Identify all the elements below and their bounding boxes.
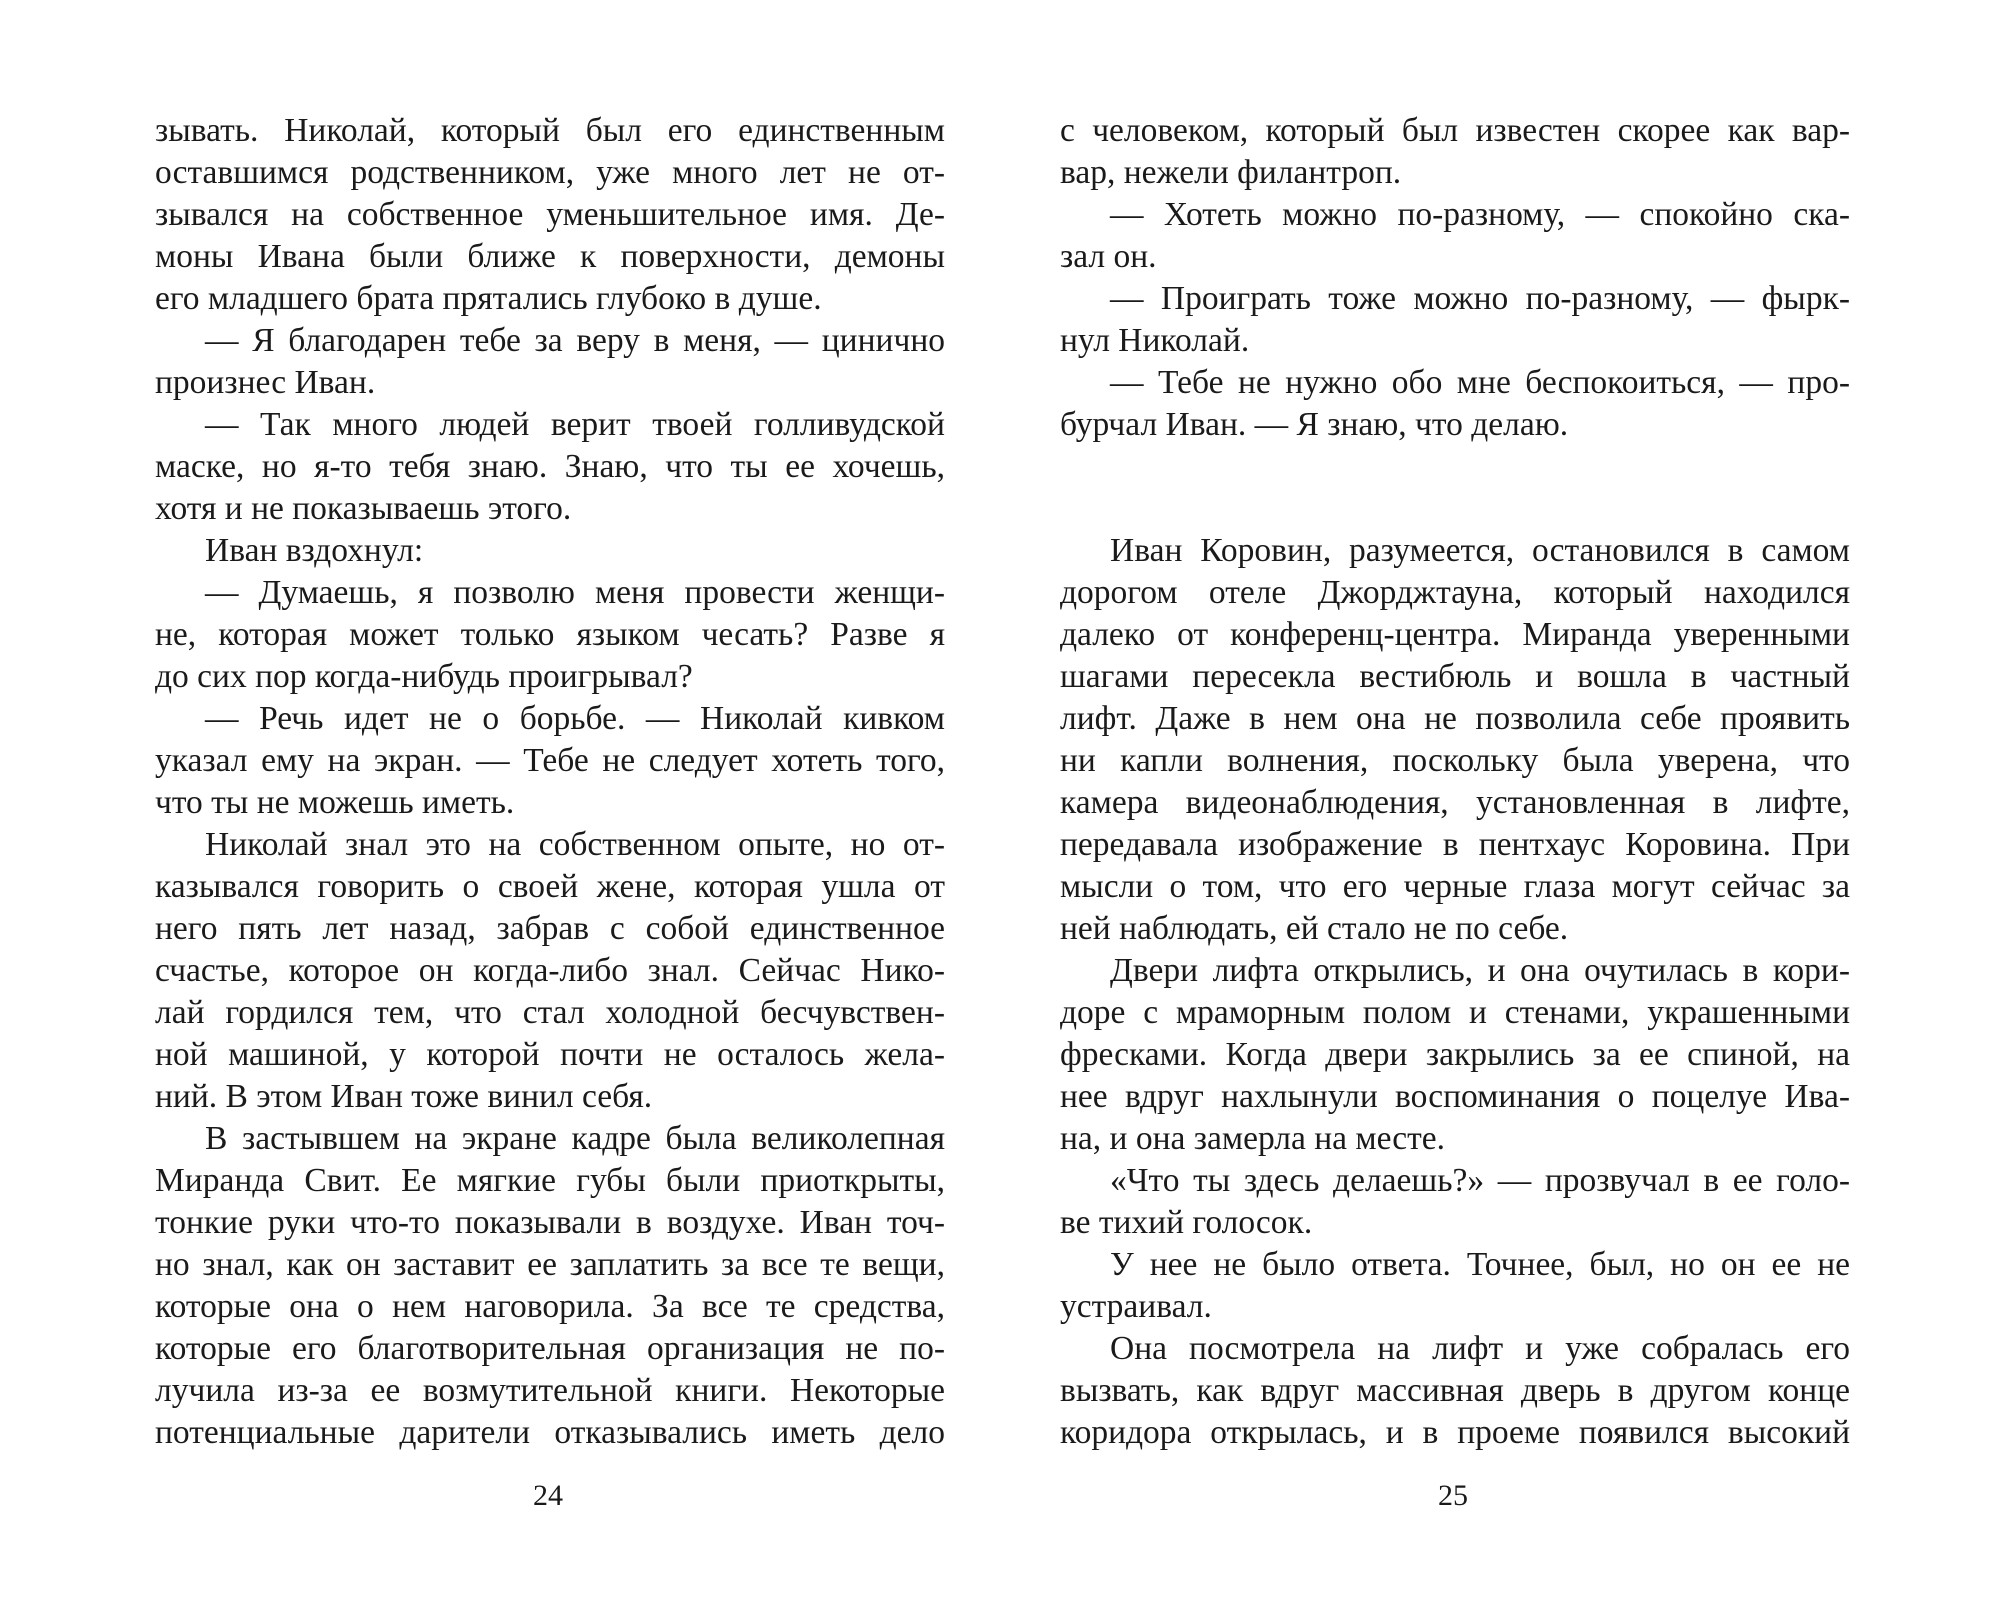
text-line: далеко от конференц-центра. Миранда уверенными (1060, 616, 1850, 653)
text-line: вар, нежели филантроп. (1060, 154, 1402, 191)
text-line: шагами пересекла вестибюль и вошла в частный (1060, 658, 1850, 695)
text-line: маске, но я-то тебя знаю. Знаю, что ты ее хочешь, (155, 448, 945, 485)
text-line: потенциальные дарители отказывались иметь дело (155, 1414, 945, 1451)
text-line: ной машиной, у которой почти не осталось жела- (155, 1036, 945, 1073)
text-line: вызвать, как вдруг массивная дверь в другом конце (1060, 1372, 1850, 1409)
text-line: мысли о том, что его черные глаза могут сейчас за (1060, 868, 1850, 905)
text-line: лай гордился тем, что стал холодной бесчувствен- (155, 994, 945, 1031)
text-line: моны Ивана были ближе к поверхности, демоны (155, 238, 945, 275)
text-line: Она посмотрела на лифт и уже собралась его (1110, 1330, 1850, 1367)
text-line: на, и она замерла на месте. (1060, 1120, 1446, 1157)
text-line: доре с мраморным полом и стенами, украшенными (1060, 994, 1850, 1031)
page-number-right: 25 (1438, 1479, 1468, 1512)
left-page (155, 110, 945, 1454)
text-line: но знал, как он заставит ее заплатить за все те вещи, (155, 1246, 945, 1283)
text-line: — Я благодарен тебе за веру в меня, — цинично (205, 322, 945, 359)
text-line: Двери лифта открылись, и она очутилась в кори- (1110, 952, 1850, 989)
text-line: до сих пор когда-нибудь проигрывал? (155, 658, 693, 695)
text-line: ний. В этом Иван тоже винил себя. (155, 1078, 653, 1115)
text-line: указал ему на экран. — Тебе не следует хотеть того, (155, 742, 945, 779)
text-line: что ты не можешь иметь. (155, 784, 515, 821)
text-line: тонкие руки что-то показывали в воздухе. Иван точ- (155, 1204, 945, 1241)
text-line: которые она о нем наговорила. За все те средства, (155, 1288, 945, 1325)
text-line: устраивал. (1060, 1288, 1212, 1325)
text-line: зывался на собственное уменьшительное имя. Де- (155, 196, 945, 233)
text-line: Иван вздохнул: (205, 532, 424, 569)
text-line: коридора открылась, и в проеме появился высокий (1060, 1414, 1850, 1451)
text-line: — Так много людей верит твоей голливудской (205, 406, 945, 443)
text-line: с человеком, который был известен скорее как вар- (1060, 112, 1850, 149)
text-line: которые его благотворительная организация не по- (155, 1330, 945, 1367)
text-line: фресками. Когда двери закрылись за ее спиной, на (1060, 1036, 1850, 1073)
text-line: — Речь идет не о борьбе. — Николай кивком (205, 700, 945, 737)
right-page (1060, 110, 1850, 1454)
text-line: хотя и не показываешь этого. (155, 490, 572, 527)
text-line: нул Николай. (1060, 322, 1250, 359)
text-line: Иван Коровин, разумеется, остановился в самом (1110, 532, 1850, 569)
text-line: — Тебе не нужно обо мне беспокоиться, — про- (1110, 364, 1850, 401)
text-line: «Что ты здесь делаешь?» — прозвучал в ее голо- (1110, 1162, 1850, 1199)
text-line: не, которая может только языком чесать? Разве я (155, 616, 945, 653)
text-line: счастье, которое он когда-либо знал. Сейчас Нико- (155, 952, 945, 989)
page-number-left: 24 (533, 1479, 563, 1512)
text-line: камера видеонаблюдения, установленная в лифте, (1060, 784, 1850, 821)
text-line: — Думаешь, я позволю меня провести женщи- (205, 574, 945, 611)
text-line: У нее не было ответа. Точнее, был, но он ее не (1110, 1246, 1850, 1283)
text-line: зал он. (1060, 238, 1157, 275)
text-line: Николай знал это на собственном опыте, но от- (205, 826, 945, 863)
text-line: зывать. Николай, который был его единственным (155, 112, 945, 149)
text-line: бурчал Иван. — Я знаю, что делаю. (1060, 406, 1569, 443)
text-line: — Проиграть тоже можно по-разному, — фырк- (1110, 280, 1850, 317)
text-line: В застывшем на экране кадре была великолепная (205, 1120, 945, 1157)
text-line: казывался говорить о своей жене, которая ушла от (155, 868, 945, 905)
text-line: ве тихий голосок. (1060, 1204, 1313, 1241)
text-line: Миранда Свит. Ее мягкие губы были приоткрыты, (155, 1162, 945, 1199)
text-line: ни капли волнения, поскольку была уверена, что (1060, 742, 1850, 779)
text-line: дорогом отеле Джорджтауна, который находился (1060, 574, 1850, 611)
text-line: ней наблюдать, ей стало не по себе. (1060, 910, 1569, 947)
text-line: лучила из-за ее возмутительной книги. Некоторые (155, 1372, 945, 1409)
text-line: нее вдруг нахлынули воспоминания о поцелуе Ива- (1060, 1078, 1850, 1115)
text-line: произнес Иван. (155, 364, 376, 401)
text-line: передавала изображение в пентхаус Коровина. При (1060, 826, 1850, 863)
text-line: оставшимся родственником, уже много лет не от- (155, 154, 945, 191)
text-line: его младшего брата прятались глубоко в душе. (155, 280, 822, 317)
section-break (1060, 446, 1850, 530)
text-line: него пять лет назад, забрав с собой единственное (155, 910, 945, 947)
text-line: лифт. Даже в нем она не позволила себе проявить (1060, 700, 1850, 737)
text-line: — Хотеть можно по-разному, — спокойно ска- (1110, 196, 1850, 233)
